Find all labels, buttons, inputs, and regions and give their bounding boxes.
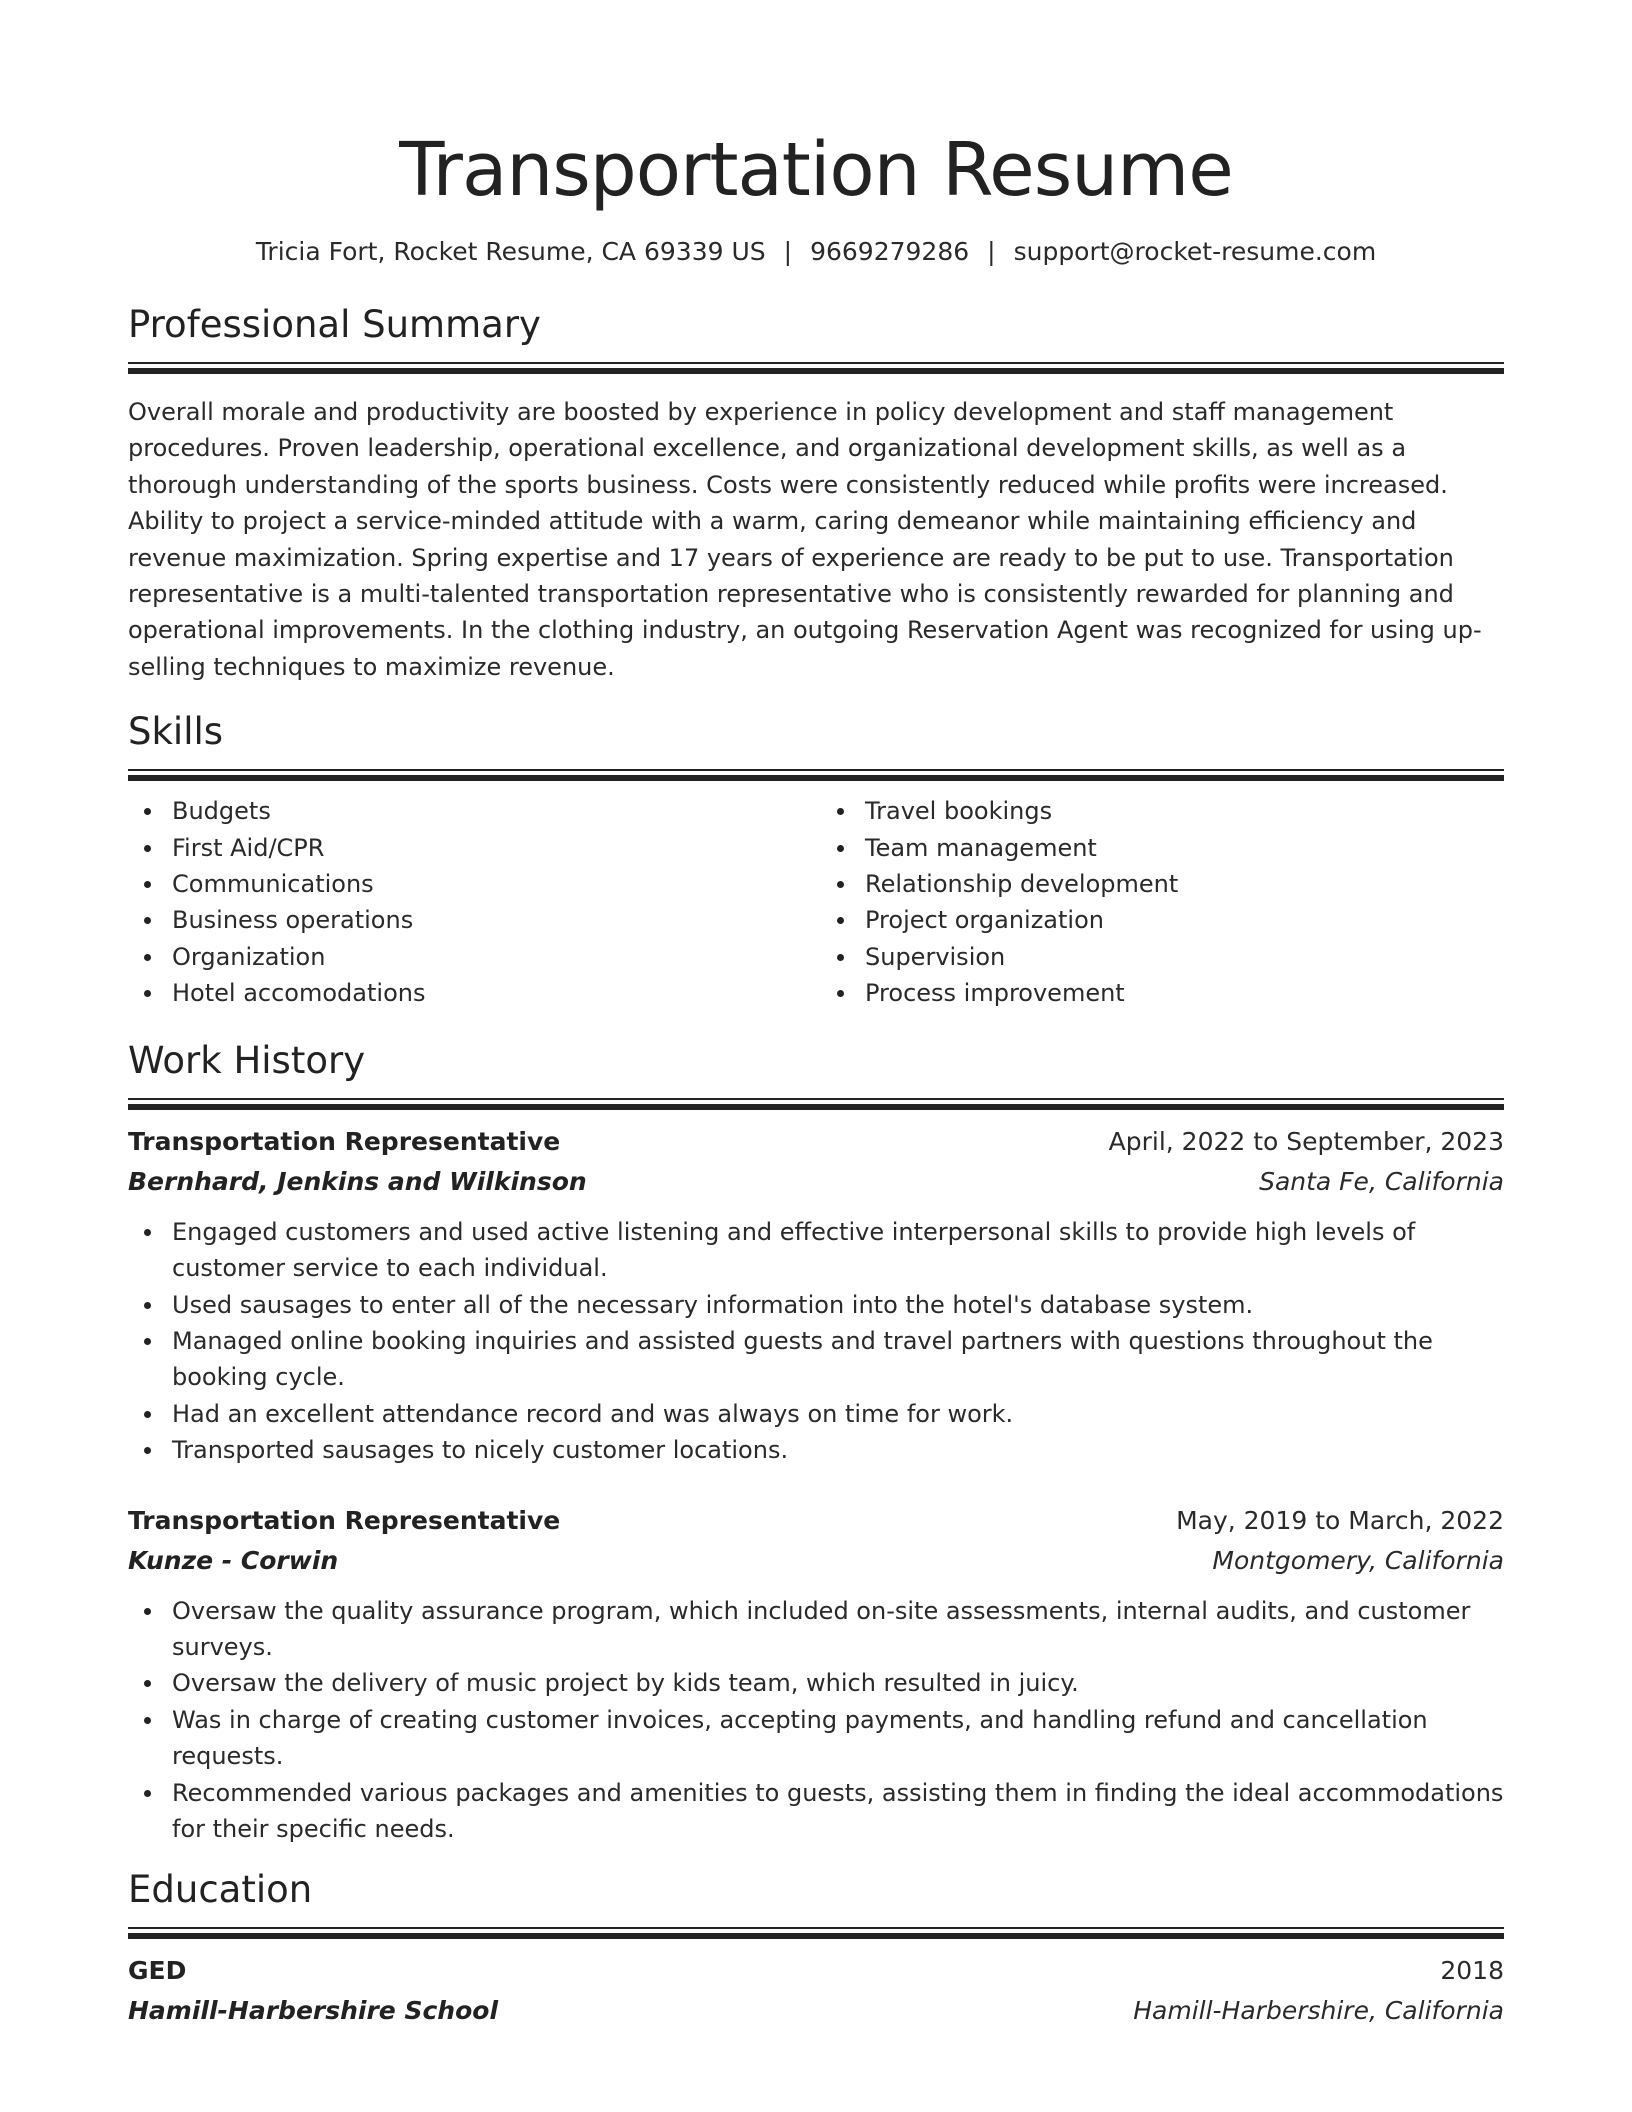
job-subheader xyxy=(128,1541,1504,1581)
job-entry xyxy=(128,1122,1504,1469)
resume-title: Transportation Resume xyxy=(399,127,1233,213)
summary-text: Overall morale and productivity are boosted by experience in policy development and staff management procedures. Proven leadership, operational excellence, and organizational development skills, as well as a thorough understanding of the sports business. Costs were consistently reduced while profits were increased. Ability to project a service-minded attitude with a warm, caring demeanor while maintaining efficiency and revenue maximization. Spring expertise and 17 years of experience are ready to be put to use. Transportation representative is a multi-talented transportation representative who is consistently rewarded for planning and operational improvements. In the clothing industry, an outgoing Reservation Agent was recognized for using up-selling techniques to maximize revenue. xyxy=(128,398,1482,681)
section-divider xyxy=(128,1098,1504,1104)
skill-item: First Aid/CPR xyxy=(128,830,811,866)
list-item: Recommended various packages and amenities to guests, assisting them in finding the ideal accommodations for their specific needs. xyxy=(128,1775,1504,1848)
list-item: Oversaw the quality assurance program, which included on-site assessments, internal audits, and customer surveys. xyxy=(128,1593,1504,1666)
skills-section xyxy=(128,709,1504,1011)
education-section xyxy=(128,1867,1504,2031)
skill-item: Process improvement xyxy=(821,975,1504,1011)
list-item: Was in charge of creating customer invoices, accepting payments, and handling refund and cancellation requests. xyxy=(128,1702,1504,1775)
contact-phone: 9669279286 xyxy=(810,237,970,266)
job-dates: April, 2022 to September, 2023 xyxy=(1108,1126,1504,1156)
education-heading: Education xyxy=(128,1868,313,1912)
contact-separator: | xyxy=(783,237,793,266)
education-header xyxy=(128,1951,1504,1991)
contact-address: Tricia Fort, Rocket Resume, CA 69339 US xyxy=(255,237,766,266)
job-dates: May, 2019 to March, 2022 xyxy=(1176,1505,1504,1535)
contact-email[interactable]: support@rocket-resume.com xyxy=(1013,237,1377,266)
list-item: Had an excellent attendance record and was always on time for work. xyxy=(128,1396,1504,1432)
section-divider xyxy=(128,769,1504,775)
skill-item: Hotel accomodations xyxy=(128,975,811,1011)
skills-list xyxy=(128,793,1504,1011)
resume-page xyxy=(128,0,1504,2031)
education-degree: GED xyxy=(128,1956,187,1986)
list-item: Engaged customers and used active listening and effective interpersonal skills to provide high levels of customer service to each individual. xyxy=(128,1214,1504,1287)
job-title: Transportation Representative xyxy=(128,1126,561,1156)
skill-item: Communications xyxy=(128,866,811,902)
job-location: Santa Fe, California xyxy=(1259,1166,1504,1196)
skill-item: Project organization xyxy=(821,902,1504,938)
job-location: Montgomery, California xyxy=(1212,1545,1504,1575)
education-school: Hamill-Harbershire School xyxy=(128,1996,499,2026)
list-item: Transported sausages to nicely customer locations. xyxy=(128,1432,1504,1468)
job-title: Transportation Representative xyxy=(128,1505,561,1535)
job-subheader xyxy=(128,1162,1504,1202)
skill-item: Supervision xyxy=(821,939,1504,975)
education-subheader xyxy=(128,1991,1504,2031)
job-company: Bernhard, Jenkins and Wilkinson xyxy=(128,1166,587,1196)
skills-heading: Skills xyxy=(128,710,224,754)
skill-item: Budgets xyxy=(128,793,811,829)
skill-item: Travel bookings xyxy=(821,793,1504,829)
job-bullets xyxy=(128,1593,1504,1848)
job-header xyxy=(128,1122,1504,1162)
skills-column-right xyxy=(811,793,1504,1011)
job-header xyxy=(128,1501,1504,1541)
section-divider xyxy=(128,1927,1504,1933)
list-item: Oversaw the delivery of music project by kids team, which resulted in juicy. xyxy=(128,1665,1504,1701)
education-entry xyxy=(128,1951,1504,2031)
list-item: Used sausages to enter all of the necessary information into the hotel's database system. xyxy=(128,1287,1504,1323)
list-item: Managed online booking inquiries and assisted guests and travel partners with questions throughout the booking cycle. xyxy=(128,1323,1504,1396)
skills-column-left xyxy=(128,793,811,1011)
summary-heading: Professional Summary xyxy=(128,303,541,346)
education-year: 2018 xyxy=(1440,1956,1504,1986)
work-heading: Work History xyxy=(128,1038,366,1082)
contact-separator: | xyxy=(987,237,996,266)
skill-item: Relationship development xyxy=(821,866,1504,902)
contact-line xyxy=(128,236,1504,268)
work-section xyxy=(128,1038,1504,1848)
skill-item: Business operations xyxy=(128,902,811,938)
skill-item: Organization xyxy=(128,939,811,975)
summary-section xyxy=(128,302,1504,685)
education-location: Hamill-Harbershire, California xyxy=(1133,1996,1504,2026)
skill-item: Team management xyxy=(821,830,1504,866)
section-divider xyxy=(128,362,1504,368)
job-company: Kunze - Corwin xyxy=(128,1545,339,1575)
job-entry xyxy=(128,1501,1504,1848)
job-bullets xyxy=(128,1214,1504,1469)
